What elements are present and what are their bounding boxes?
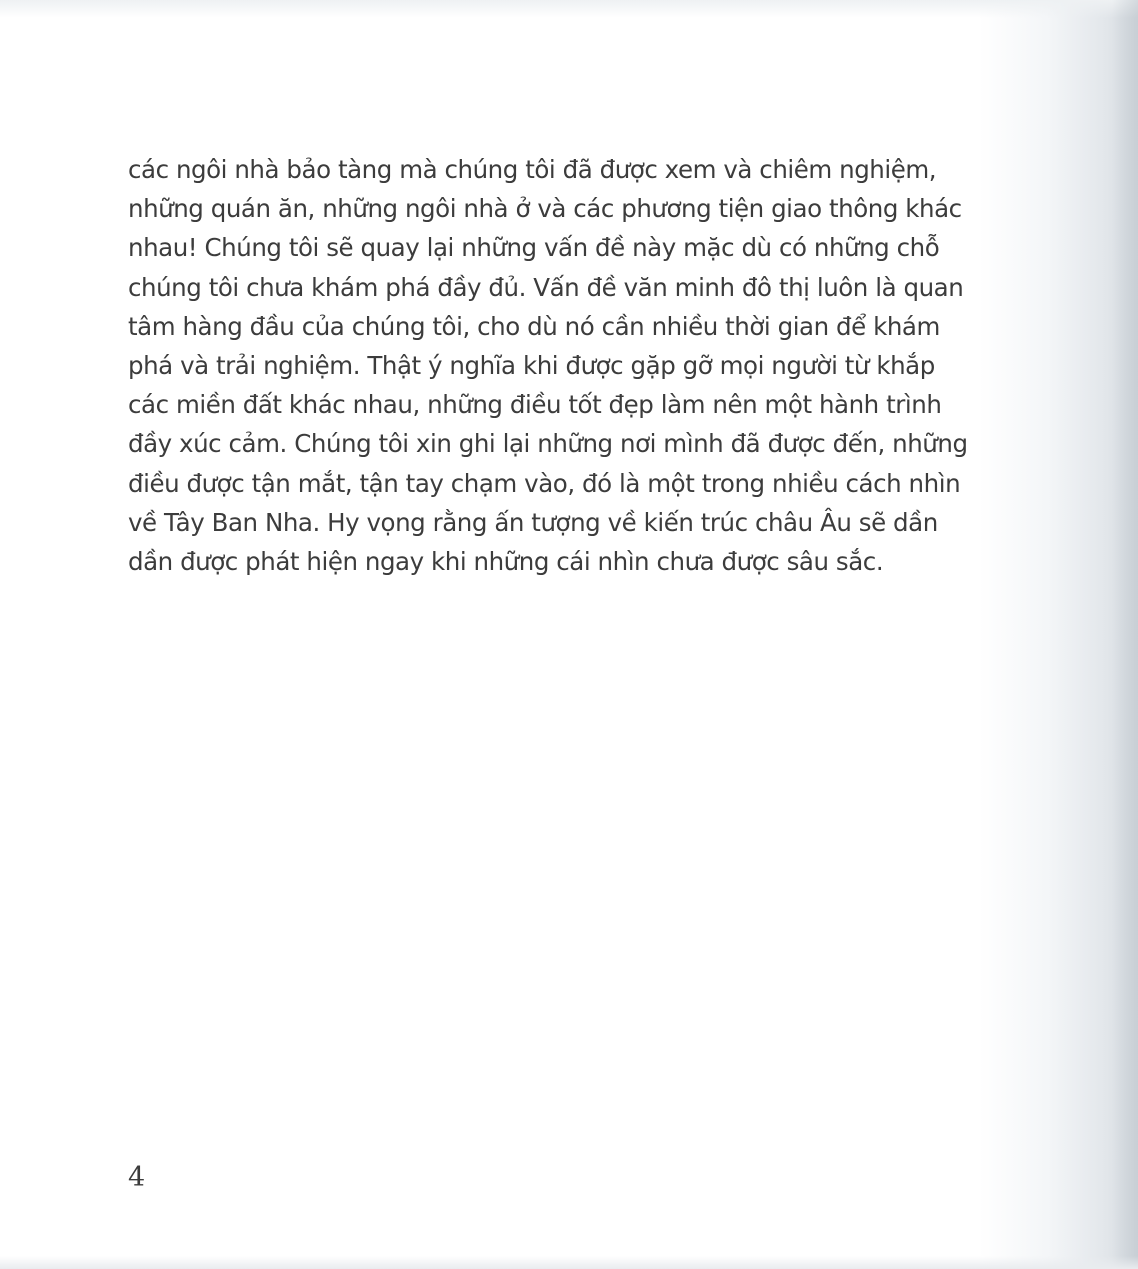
page-bottom-edge: [0, 1256, 1138, 1269]
text-line: phá và trải nghiệm. Thật ý nghĩa khi được gặp gỡ mọi người từ khắp: [128, 351, 935, 381]
page-spine-shadow: [1112, 0, 1138, 1269]
page-top-edge: [0, 0, 1138, 18]
text-line: tâm hàng đầu của chúng tôi, cho dù nó cần nhiều thời gian để khám: [128, 311, 940, 341]
text-line: các ngôi nhà bảo tàng mà chúng tôi đã được xem và chiêm nghiệm,: [128, 155, 937, 184]
page-number: 4: [128, 1162, 146, 1193]
text-line: nhau! Chúng tôi sẽ quay lại những vấn đề này mặc dù có những chỗ: [128, 233, 940, 263]
text-line: các miền đất khác nhau, những điều tốt đẹp làm nên một hành trình: [128, 390, 942, 420]
body-paragraph: [128, 150, 1088, 581]
text-line: dần được phát hiện ngay khi những cái nhìn chưa được sâu sắc.: [128, 547, 884, 577]
text-line: chúng tôi chưa khám phá đầy đủ. Vấn đề văn minh đô thị luôn là quan: [128, 272, 964, 302]
text-line: đầy xúc cảm. Chúng tôi xin ghi lại những nơi mình đã được đến, những: [128, 429, 968, 459]
text-line: về Tây Ban Nha. Hy vọng rằng ấn tượng về kiến trúc châu Âu sẽ dần: [128, 507, 938, 537]
text-line: điều được tận mắt, tận tay chạm vào, đó là một trong nhiều cách nhìn: [128, 468, 961, 498]
text-line: những quán ăn, những ngôi nhà ở và các phương tiện giao thông khác: [128, 194, 962, 224]
